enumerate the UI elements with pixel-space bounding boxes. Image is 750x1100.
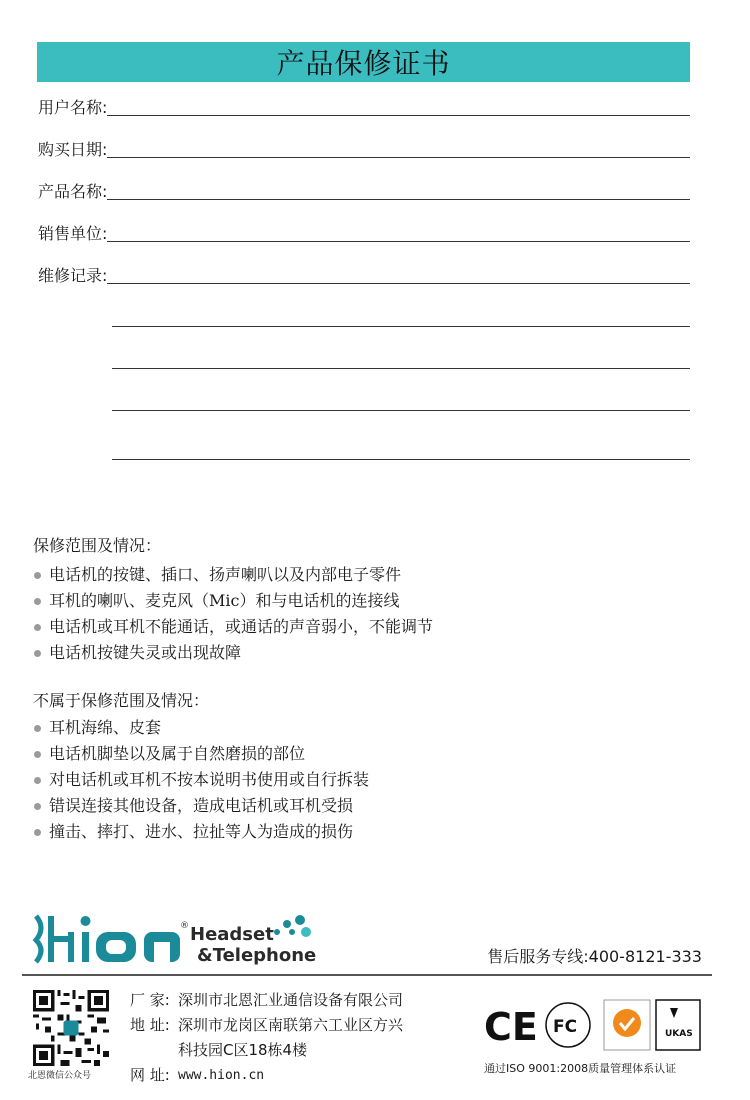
form-label: 销售单位: — [38, 224, 108, 243]
form-row-product-name — [38, 178, 690, 202]
certificate-title-bar — [37, 42, 690, 82]
form-underline[interactable] — [107, 115, 690, 116]
bullet-icon — [34, 725, 41, 732]
website-link[interactable]: www.hion.cn — [178, 1068, 265, 1083]
website-row — [130, 1063, 403, 1088]
bullet-icon — [34, 777, 41, 784]
form-label: 购买日期: — [38, 140, 108, 159]
address-row-2 — [130, 1038, 403, 1063]
repair-record-line[interactable] — [112, 368, 690, 369]
list-item: 耳机海绵、皮套 — [34, 715, 369, 741]
list-item: 电话机或耳机不能通话，或通话的声音弱小，不能调节 — [34, 614, 433, 640]
factory-row — [130, 988, 403, 1013]
fcc-mark-icon — [546, 1003, 590, 1047]
form-row-customer-name — [38, 94, 690, 118]
certification-logos — [484, 996, 704, 1056]
svg-text:Headset: Headset — [190, 924, 274, 945]
form-row-purchase-date — [38, 136, 690, 160]
list-item: 电话机的按键、插口、扬声喇叭以及内部电子零件 — [34, 562, 433, 588]
service-hotline: 售后服务专线:400-8121-333 — [487, 947, 702, 966]
coverage-title: 保修范围及情况： — [33, 536, 162, 555]
coverage-list — [34, 562, 433, 666]
iso-certification-caption: 通过ISO 9001:2008质量管理体系认证 — [484, 1062, 677, 1075]
address-line-2: 科技园C区18栋4楼 — [178, 1041, 308, 1059]
svg-text:&Telephone: &Telephone — [197, 945, 317, 966]
exclusions-title: 不属于保修范围及情况： — [33, 691, 210, 710]
website-label: 网 址: — [130, 1066, 170, 1084]
form-label: 产品名称: — [38, 182, 108, 201]
svg-text:CE: CE — [484, 1005, 538, 1049]
form-row-dealer — [38, 220, 690, 244]
bullet-icon — [34, 650, 41, 657]
ukas-mark-icon — [656, 1000, 700, 1050]
list-item: 对电话机或耳机不按本说明书使用或自行拆装 — [34, 767, 369, 793]
qr-code[interactable] — [33, 990, 109, 1066]
bullet-icon — [34, 803, 41, 810]
svg-text:UKAS: UKAS — [665, 1029, 693, 1039]
list-item: 电话机按键失灵或出现故障 — [34, 640, 433, 666]
form-underline[interactable] — [107, 283, 690, 284]
form-underline[interactable] — [107, 157, 690, 158]
list-item: 耳机的喇叭、麦克风（Mic）和与电话机的连接线 — [34, 588, 433, 614]
certificate-title: 产品保修证书 — [276, 47, 451, 80]
repair-record-line[interactable] — [112, 459, 690, 460]
form-row-repair-record — [38, 262, 690, 286]
factory-label: 厂 家: — [130, 991, 170, 1009]
hion-logo — [30, 908, 320, 966]
exclusions-list — [34, 715, 369, 845]
bullet-icon — [34, 572, 41, 579]
svg-text:®: ® — [180, 921, 189, 931]
list-item: 错误连接其他设备，造成电话机或耳机受损 — [34, 793, 369, 819]
svg-text:FC: FC — [553, 1017, 578, 1037]
form-label: 维修记录: — [38, 266, 108, 285]
ce-mark-icon — [484, 1005, 538, 1049]
footer-divider — [22, 974, 712, 976]
bullet-icon — [34, 624, 41, 631]
sgs-iso-mark-icon — [604, 1000, 650, 1050]
factory-value: 深圳市北恩汇业通信设备有限公司 — [178, 991, 404, 1009]
qr-caption: 北恩微信公众号 — [28, 1071, 92, 1081]
company-info — [130, 988, 403, 1088]
bullet-icon — [34, 829, 41, 836]
form-label: 用户名称: — [38, 98, 108, 117]
address-label: 地 址: — [130, 1016, 170, 1034]
repair-record-line[interactable] — [112, 326, 690, 327]
bullet-icon — [34, 598, 41, 605]
address-line-1: 深圳市龙岗区南联第六工业区方兴 — [178, 1016, 404, 1034]
list-item: 电话机脚垫以及属于自然磨损的部位 — [34, 741, 369, 767]
address-row — [130, 1013, 403, 1038]
bullet-icon — [34, 751, 41, 758]
form-underline[interactable] — [107, 199, 690, 200]
form-underline[interactable] — [107, 241, 690, 242]
list-item: 撞击、摔打、进水、拉扯等人为造成的损伤 — [34, 819, 369, 845]
repair-record-line[interactable] — [112, 410, 690, 411]
